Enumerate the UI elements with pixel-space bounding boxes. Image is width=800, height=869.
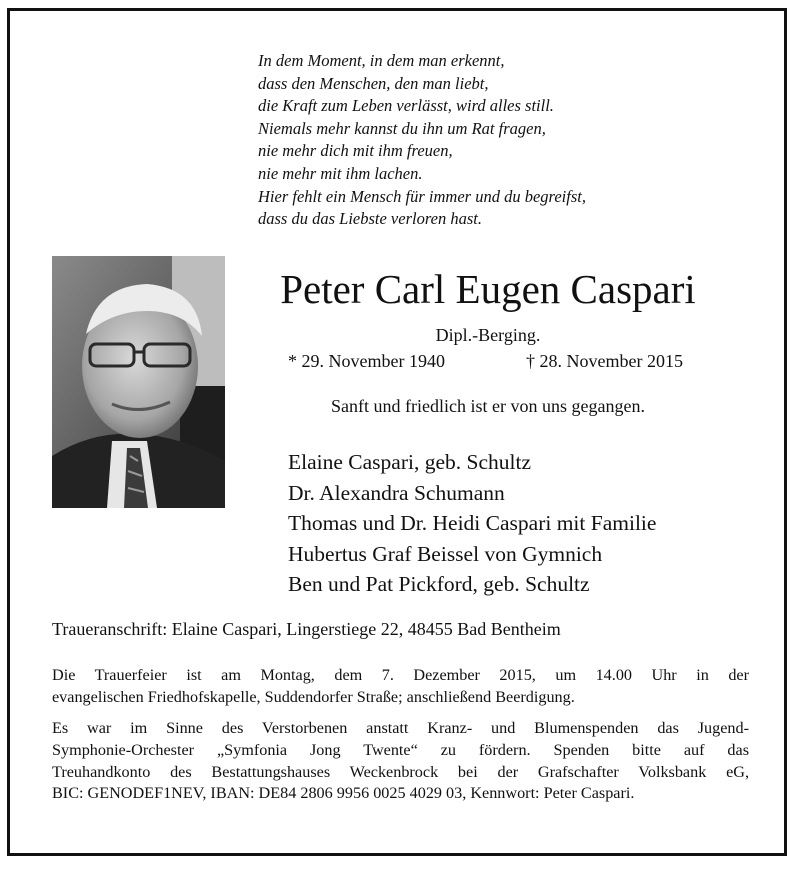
poem-line: nie mehr mit ihm lachen. (258, 163, 423, 183)
mourners-list (288, 447, 656, 600)
poem-line: Hier fehlt ein Mensch für immer und du begreifst, (258, 186, 586, 206)
mourning-address: Traueranschrift: Elaine Caspari, Lingerstiege 22, 48455 Bad Bentheim (52, 619, 561, 639)
mourner: Ben und Pat Pickford, geb. Schultz (288, 572, 590, 596)
poem-line: nie mehr dich mit ihm freuen, (258, 141, 453, 161)
poem-line: In dem Moment, in dem man erkennt, (258, 51, 505, 70)
deceased-name: Peter Carl Eugen Caspari (280, 266, 696, 312)
mourner: Elaine Caspari, geb. Schultz (288, 450, 531, 474)
mourner: Dr. Alexandra Schumann (288, 480, 505, 505)
donation-line: Es war im Sinne des Verstorbenen anstatt Kranz- und Blumenspenden das Jugend- (52, 719, 749, 737)
donation-line: BIC: GENODEF1NEV, IBAN: DE84 2806 9956 0025 4029 03, Kennwort: Peter Caspari. (52, 784, 635, 803)
birth-date: * 29. November 1940 (288, 351, 445, 371)
mourner: Thomas und Dr. Heidi Caspari mit Familie (288, 511, 657, 535)
mourner: Hubertus Graf Beissel von Gymnich (288, 541, 603, 566)
donation-line: Symphonie-Orchester „Symfonia Jong Twente“ zu fördern. Spenden bitte auf das (52, 740, 749, 759)
portrait-photo (52, 256, 225, 508)
funeral-line: evangelischen Friedhofskapelle, Suddendorfer Straße; anschließend Beerdigung. (52, 687, 575, 706)
poem-line: Niemals mehr kannst du ihn um Rat fragen, (258, 118, 546, 138)
donation-info (52, 718, 749, 805)
donation-line: Treuhandkonto des Bestattungshauses Weckenbrock bei der Grafschafter Volksbank eG, (52, 762, 749, 781)
death-date: † 28. November 2015 (526, 351, 683, 371)
funeral-line: Die Trauerfeier ist am Montag, dem 7. Dezember 2015, um 14.00 Uhr in der (52, 666, 749, 684)
poem-line: dass du das Liebste verloren hast. (258, 209, 482, 229)
poem-line: dass den Menschen, den man liebt, (258, 73, 489, 93)
academic-title: Dipl.-Berging. (435, 325, 541, 345)
poem-line: die Kraft zum Leben verlässt, wird alles still. (258, 96, 554, 116)
funeral-info (52, 665, 749, 709)
poem (258, 50, 586, 231)
farewell-sentence: Sanft und friedlich ist er von uns gegangen. (331, 396, 645, 416)
